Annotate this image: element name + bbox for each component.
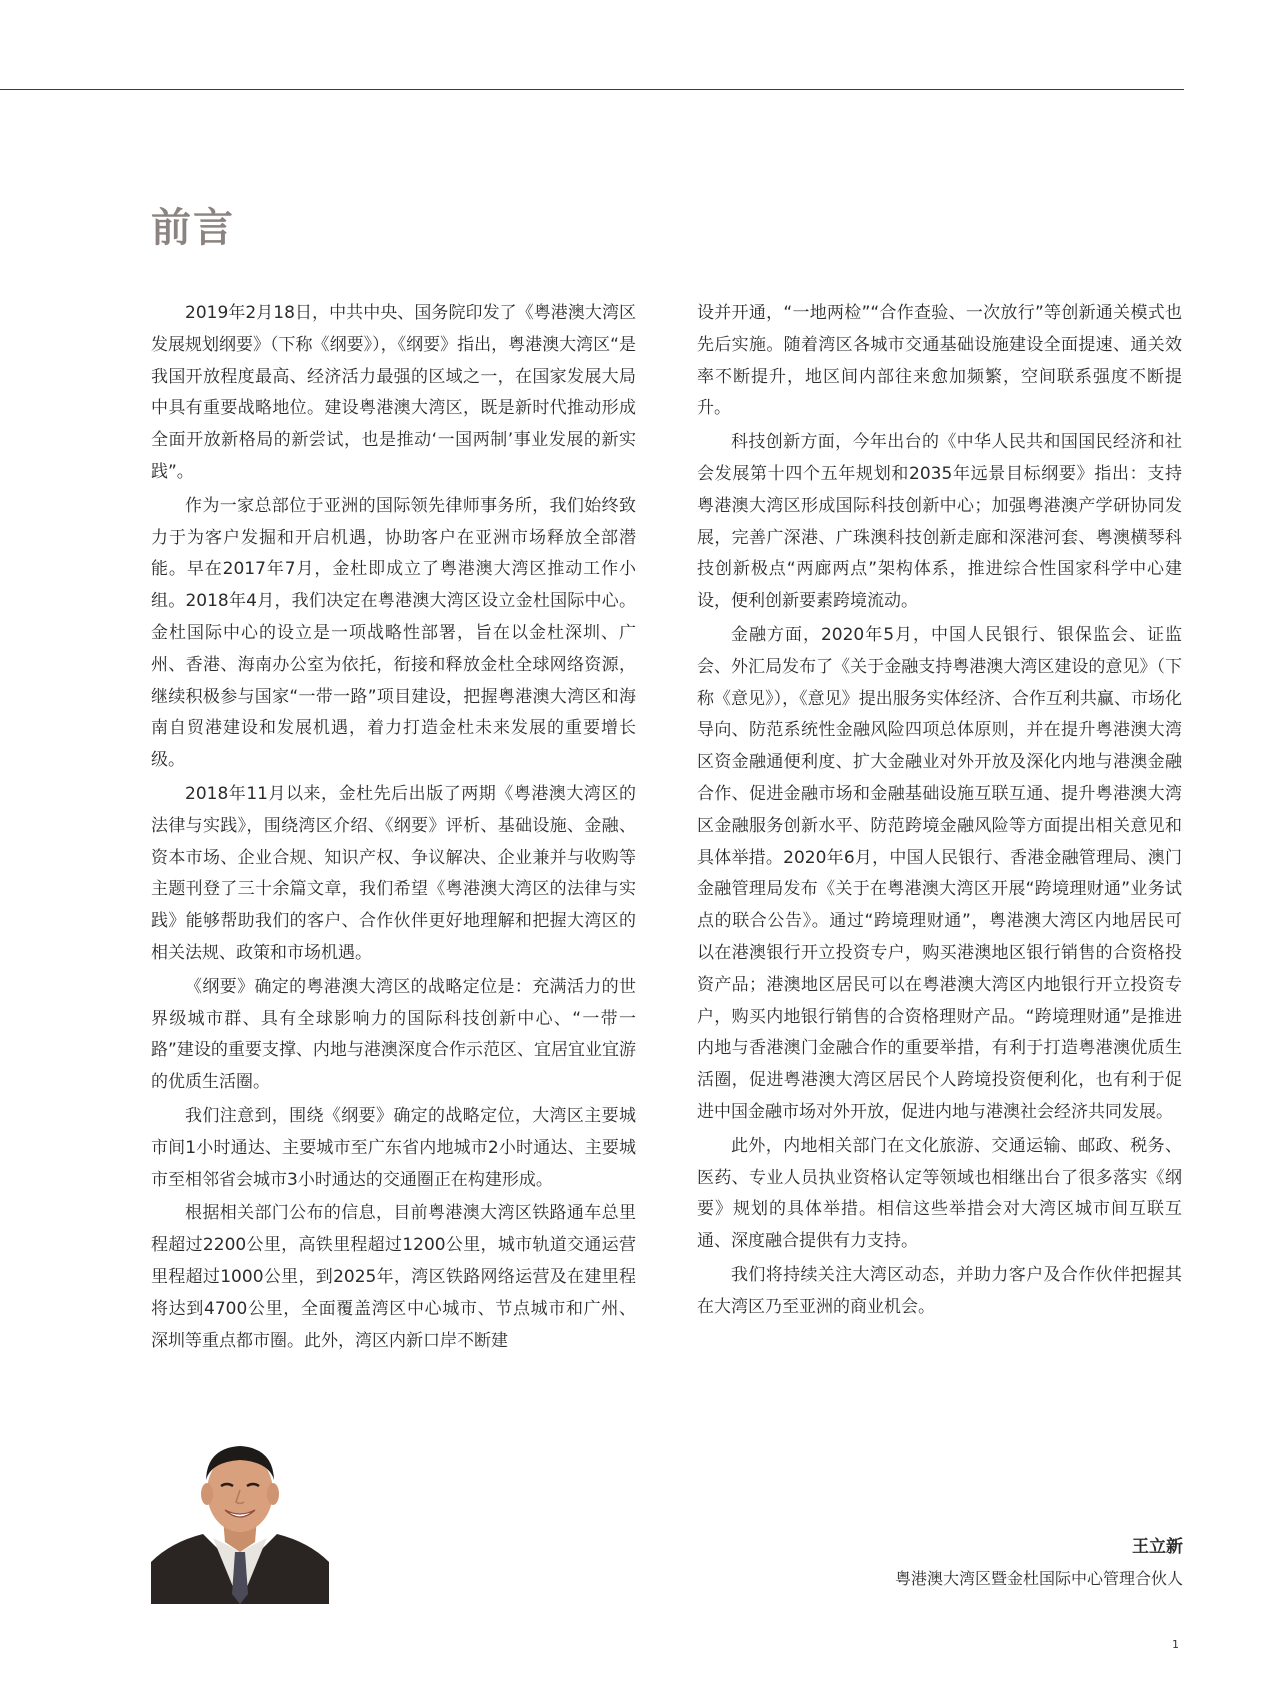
paragraph: 2019年2月18日，中共中央、国务院印发了《粤港澳大湾区发展规划纲要》（下称《纲要》），《纲要》指出，粤港澳大湾区“是我国开放程度最高、经济活力最强的区域之一，在国家发展大局中具有重要战略地位。建设粤港澳大湾区，既是新时代推动形成全面开放新格局的新尝试，也是推动‘一国两制’事业发展的新实践”。 bbox=[151, 303, 636, 482]
page-title: 前言 bbox=[151, 205, 235, 251]
paragraph: 2018年11月以来，金杜先后出版了两期《粤港澳大湾区的法律与实践》，围绕湾区介绍、《纲要》评析、基础设施、金融、资本市场、企业合规、知识产权、争议解决、企业兼并与收购等主题刊登了三十余篇文章，我们希望《粤港澳大湾区的法律与实践》能够帮助我们的客户、合作伙伴更好地理解和把握大湾区的相关法规、政策和市场机遇。 bbox=[151, 783, 636, 963]
author-name: 王立新 bbox=[1132, 1537, 1183, 1557]
page-number: 1 bbox=[1172, 1638, 1179, 1651]
header-rule bbox=[0, 89, 1184, 90]
left-column bbox=[151, 298, 636, 1359]
paragraph: 金融方面，2020年5月，中国人民银行、银保监会、证监会、外汇局发布了《关于金融支持粤港澳大湾区建设的意见》（下称《意见》），《意见》提出服务实体经济、合作互利共赢、市场化导向、防范系统性金融风险四项总体原则，并在提升粤港澳大湾区资金融通便利度、扩大金融业对外开放及深化内地与港澳金融合作、促进金融市场和金融基础设施互联互通、提升粤港澳大湾区金融服务创新水平、防范跨境金融风险等方面提出相关意见和具体举措。2020年6月，中国人民银行、香港金融管理局、澳门金融管理局发布《关于在粤港澳大湾区开展“跨境理财通”业务试点的联合公告》。通过“跨境理财通”，粤港澳大湾区内地居民可以在港澳银行开立投资专户，购买港澳地区银行销售的合资格投资产品；港澳地区居民可以在粤港澳大湾区内地银行开立投资专户，购买内地银行销售的合资格理财产品。“跨境理财通”是推进内地与香港澳门金融合作的重要举措，有利于打造粤港澳优质生活圈，促进粤港澳大湾区居民个人跨境投资便利化，也有利于促进中国金融市场对外开放，促进内地与港澳社会经济共同发展。 bbox=[697, 624, 1182, 1122]
paragraph: 科技创新方面，今年出台的《中华人民共和国国民经济和社会发展第十四个五年规划和2035年远景目标纲要》指出：支持粤港澳大湾区形成国际科技创新中心；加强粤港澳产学研协同发展，完善广深港、广珠澳科技创新走廊和深港河套、粤澳横琴科技创新极点“两廊两点”架构体系，推进综合性国家科学中心建设，便利创新要素跨境流动。 bbox=[697, 432, 1182, 612]
portrait-illustration bbox=[151, 1434, 329, 1604]
author-portrait bbox=[151, 1434, 329, 1604]
paragraph: 此外，内地相关部门在文化旅游、交通运输、邮政、税务、医药、专业人员执业资格认定等领域也相继出台了很多落实《纲要》规划的具体举措。相信这些举措会对大湾区城市间互联互通、深度融合提供有力支持。 bbox=[697, 1135, 1182, 1252]
paragraph: 根据相关部门公布的信息，目前粤港澳大湾区铁路通车总里程超过2200公里，高铁里程超过1200公里，城市轨道交通运营里程超过1000公里，到2025年，湾区铁路网络运营及在建里程将达到4700公里，全面覆盖湾区中心城市、节点城市和广州、深圳等重点都市圈。此外，湾区内新口岸不断建 bbox=[151, 1203, 636, 1351]
paragraph: 我们注意到，围绕《纲要》确定的战略定位，大湾区主要城市间1小时通达、主要城市至广东省内地城市2小时通达、主要城市至相邻省会城市3小时通达的交通圈正在构建形成。 bbox=[151, 1105, 636, 1190]
paragraph: 我们将持续关注大湾区动态，并助力客户及合作伙伴把握其在大湾区乃至亚洲的商业机会。 bbox=[697, 1264, 1182, 1317]
paragraph-continuation: 设并开通，“一地两检”“合作查验、一次放行”等创新通关模式也先后实施。随着湾区各城市交通基础设施建设全面提速、通关效率不断提升，地区间内部往来愈加频繁，空间联系强度不断提升。 bbox=[697, 303, 1182, 419]
paragraph: 作为一家总部位于亚洲的国际领先律师事务所，我们始终致力于为客户发掘和开启机遇，协助客户在亚洲市场释放全部潜能。早在2017年7月，金杜即成立了粤港澳大湾区推动工作小组。2018年4月，我们决定在粤港澳大湾区设立金杜国际中心。金杜国际中心的设立是一项战略性部署，旨在以金杜深圳、广州、香港、海南办公室为依托，衔接和释放金杜全球网络资源，继续积极参与国家“一带一路”项目建设，把握粤港澳大湾区和海南自贸港建设和发展机遇，着力打造金杜未来发展的重要增长级。 bbox=[151, 495, 636, 771]
author-title: 粤港澳大湾区暨金杜国际中心管理合伙人 bbox=[894, 1569, 1183, 1588]
paragraph: 《纲要》确定的粤港澳大湾区的战略定位是：充满活力的世界级城市群、具有全球影响力的国际科技创新中心、“一带一路”建设的重要支撑、内地与港澳深度合作示范区、宜居宜业宜游的优质生活圈。 bbox=[151, 976, 636, 1093]
right-column bbox=[697, 298, 1182, 1326]
